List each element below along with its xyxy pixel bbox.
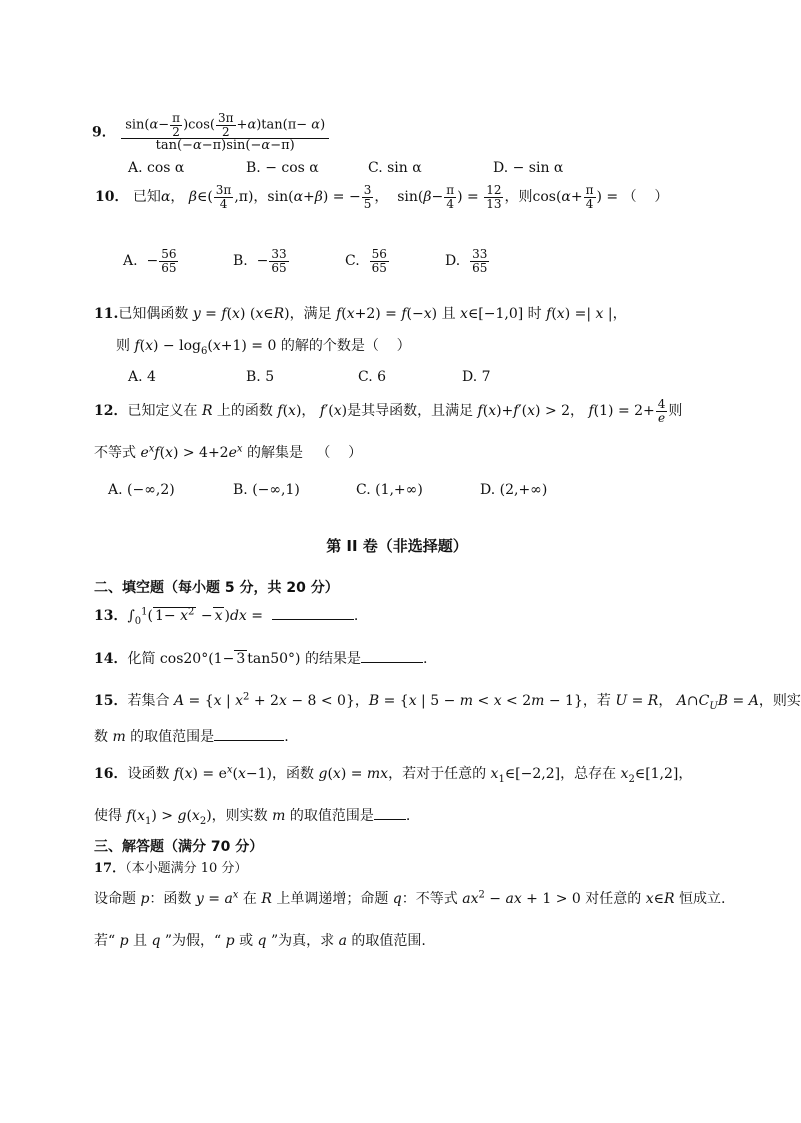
question-number: 13． — [94, 608, 128, 624]
option-b: B. − cos α — [246, 160, 319, 176]
fraction — [121, 112, 329, 153]
option-d: D. $\frac{33}{65}$ — [445, 247, 488, 275]
numerator: sin(α− $\frac{\pi}{2}$ )cos( $\frac{3\pi}{2}$ +α)tan(π− α) — [121, 112, 329, 139]
question-15: 15．若集合 A = {x | $x^2 + 2x - 8 < 0$}，B = {x | 5 − m < x < 2m − 1}，若 U = R， $A\cap C_UB = A$，则实 — [94, 691, 801, 712]
question-number: 12． — [94, 403, 128, 420]
option-a: A. − $\frac{56}{65}$ — [123, 247, 177, 275]
question-number: 10． — [95, 189, 129, 206]
answer-blank[interactable] — [214, 740, 284, 741]
option-c: C. 6 — [358, 369, 387, 385]
option-d: D. − sin α — [493, 160, 564, 176]
part-title: 第 II 卷（非选择题） — [326, 537, 468, 555]
q17-line2: 若“ p 且 q ”为假，“ p 或 q ”为真，求 a 的取值范围. — [94, 933, 426, 949]
question-number: 17． — [94, 861, 126, 876]
question-number: 11. — [94, 306, 119, 322]
q16-line2: 使得 $f(x_1) > g(x_2)$，则实数 m 的取值范围是 . — [94, 808, 411, 827]
option-a: A. cos α — [128, 160, 185, 176]
question-16: 16．设函数 $f(x) = e^x(x-1)$，函数 g(x) = mx，若对于任意的 $x_1\in[-2,2]$，总存在 $x_2\in[1,2]$， — [94, 764, 693, 785]
section-heading-fill-in: 二、填空题（每小题 5 分，共 20 分） — [94, 580, 339, 596]
q11-line2: 则 $f(x) - \log_6(x+1) = 0$ 的解的个数是（ ） — [116, 338, 411, 357]
question-9 — [92, 112, 330, 153]
option-c: C. $\frac{56}{65}$ — [345, 247, 387, 275]
question-number: 14． — [94, 651, 128, 667]
q10-options — [123, 240, 523, 282]
question-13: 13．$\int_0^1$( $1- x^2 - x$ )dx = . — [94, 606, 359, 627]
question-11: 11.已知偶函数 y = f(x) (x∈R)，满足 f(x+2) = f(−x) 且 x∈[−1,0] 时 f(x) =| x |， — [94, 306, 627, 322]
option-a: A. 4 — [128, 369, 156, 385]
question-10: 10． 已知α， β∈( $\frac{3\pi}{4}$ ,π)，sin(α+β) = − $\frac{3}{5}$ ， sin(β− $\frac{\pi}{4}$ ) = $\frac{12}{13}$ ，则cos(α+ $\frac{\pi}{4}$ ) = （ ） — [95, 183, 669, 211]
denominator: tan(−α−π)sin(−α−π) — [155, 138, 295, 154]
option-d: D. (2,+∞) — [480, 482, 548, 498]
option-b: B. 5 — [246, 369, 275, 385]
score-note: （本小题满分 10 分） — [125, 861, 248, 876]
question-number: 15． — [94, 693, 128, 709]
q12-line2: 不等式 $e^xf(x) > 4+2e^x$ 的解集是 （ ） — [94, 443, 363, 461]
question-12: 12．已知定义在 R 上的函数 f(x)， f′(x)是其导函数，且满足 f(x)+f′(x) > 2， f(1) = 2+ $\frac{4}{e}$ 则 — [94, 397, 683, 425]
section-heading-solve: 三、解答题（满分 70 分） — [94, 839, 264, 855]
question-number: 16． — [94, 766, 128, 782]
answer-blank[interactable] — [361, 662, 423, 663]
option-c: C. (1,+∞) — [356, 482, 423, 498]
option-d: D. 7 — [462, 369, 491, 385]
answer-blank[interactable] — [374, 819, 406, 820]
q15-line2: 数 m 的取值范围是 . — [94, 729, 289, 745]
option-b: B. − $\frac{33}{65}$ — [233, 247, 287, 275]
option-b: B. (−∞,1) — [233, 482, 300, 498]
question-14: 14．化简 cos20°(1− 3 tan50°) 的结果是 . — [94, 651, 428, 667]
question-17 — [94, 857, 247, 876]
q17-line1: 设命题 p：函数 $y = a^x$ 在 R 上单调递增；命题 q：不等式 $ax^2$ − ax + 1 > 0 对任意的 x∈R 恒成立. — [94, 889, 726, 907]
option-c: C. sin α — [368, 160, 422, 176]
answer-blank[interactable] — [272, 619, 354, 620]
option-a: A. (−∞,2) — [108, 482, 175, 498]
question-number: 9． — [92, 124, 116, 141]
